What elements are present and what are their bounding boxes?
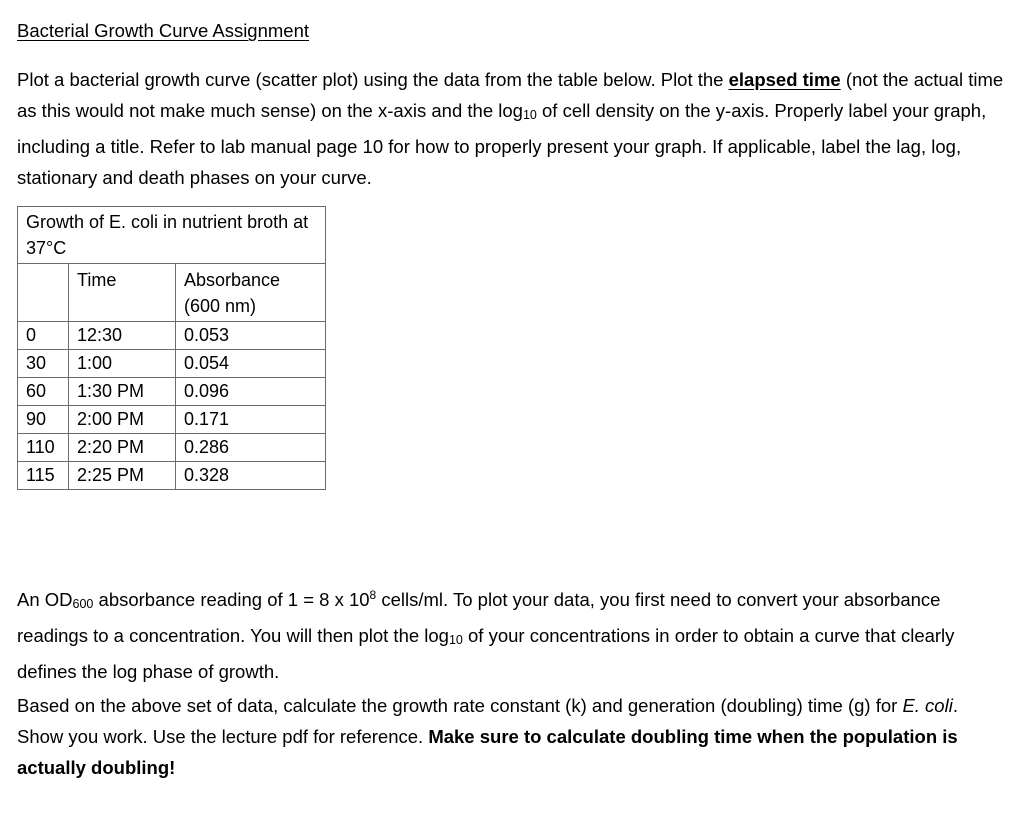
table-caption: Growth of E. coli in nutrient broth at 37°C xyxy=(18,207,326,264)
time-header: Time xyxy=(69,264,176,322)
time-cell: 2:20 PM xyxy=(69,434,176,462)
elapsed-cell: 30 xyxy=(18,350,69,378)
time-cell: 1:00 xyxy=(69,350,176,378)
absorbance-cell: 0.328 xyxy=(176,462,326,490)
table-row xyxy=(18,462,326,490)
elapsed-cell: 60 xyxy=(18,378,69,406)
absorbance-cell: 0.053 xyxy=(176,322,326,350)
intro-text-part3: of cell density on the y-axis. Properly label your graph, including a title. Refer to lab manual page 10 for how to properly present your graph. If applicable, label the lag, log, stationary and death phases on your curve. xyxy=(17,100,987,188)
assignment-title: Bacterial Growth Curve Assignment xyxy=(17,20,310,41)
table-row xyxy=(18,406,326,434)
question-text-part1: Based on the above set of data, calculate the growth rate constant (k) and generation (doubling) time (g) for xyxy=(17,695,903,716)
table-row xyxy=(18,378,326,406)
growth-data-table xyxy=(17,206,326,490)
log-subscript: 10 xyxy=(448,633,463,647)
elapsed-cell: 0 xyxy=(18,322,69,350)
log-subscript: 10 xyxy=(522,108,537,122)
question-text-part2: . Show you work. Use the lecture pdf for reference. xyxy=(17,695,958,747)
table-row xyxy=(18,322,326,350)
conversion-paragraph xyxy=(17,580,1007,687)
doubling-warning: Make sure to calculate doubling time when the population is actually doubling! xyxy=(17,726,958,778)
organism-name: E. coli xyxy=(902,695,953,716)
time-cell: 1:30 PM xyxy=(69,378,176,406)
table-caption-row xyxy=(18,207,326,264)
conversion-text-part1: An OD xyxy=(17,589,73,610)
conversion-text-part2: absorbance reading of 1 = 8 x 10 xyxy=(93,589,370,610)
intro-text-part1: Plot a bacterial growth curve (scatter plot) using the data from the table below. Plot the xyxy=(17,69,729,90)
table-row xyxy=(18,434,326,462)
elapsed-cell: 110 xyxy=(18,434,69,462)
od-subscript: 600 xyxy=(72,597,94,611)
conversion-text-part3: cells/ml. To plot your data, you first need to convert your absorbance readings to a concentration. You will then plot the log xyxy=(17,589,941,646)
table-header-row xyxy=(18,264,326,322)
absorbance-cell: 0.286 xyxy=(176,434,326,462)
elapsed-cell: 90 xyxy=(18,406,69,434)
exponent-superscript: 8 xyxy=(369,588,377,602)
intro-text-part2: (not the actual time as this would not make much sense) on the x-axis and the log xyxy=(17,69,1004,121)
table-row xyxy=(18,350,326,378)
time-cell: 2:00 PM xyxy=(69,406,176,434)
time-cell: 2:25 PM xyxy=(69,462,176,490)
elapsed-cell: 115 xyxy=(18,462,69,490)
question-paragraph xyxy=(17,690,1007,783)
absorbance-cell: 0.096 xyxy=(176,378,326,406)
intro-paragraph xyxy=(17,64,1007,193)
elapsed-header xyxy=(18,264,69,322)
absorbance-header: Absorbance (600 nm) xyxy=(176,264,326,322)
elapsed-time-emphasis: elapsed time xyxy=(728,69,841,90)
absorbance-cell: 0.054 xyxy=(176,350,326,378)
conversion-text-part4: of your concentrations in order to obtain a curve that clearly defines the log phase of growth. xyxy=(17,625,955,682)
time-cell: 12:30 xyxy=(69,322,176,350)
absorbance-cell: 0.171 xyxy=(176,406,326,434)
